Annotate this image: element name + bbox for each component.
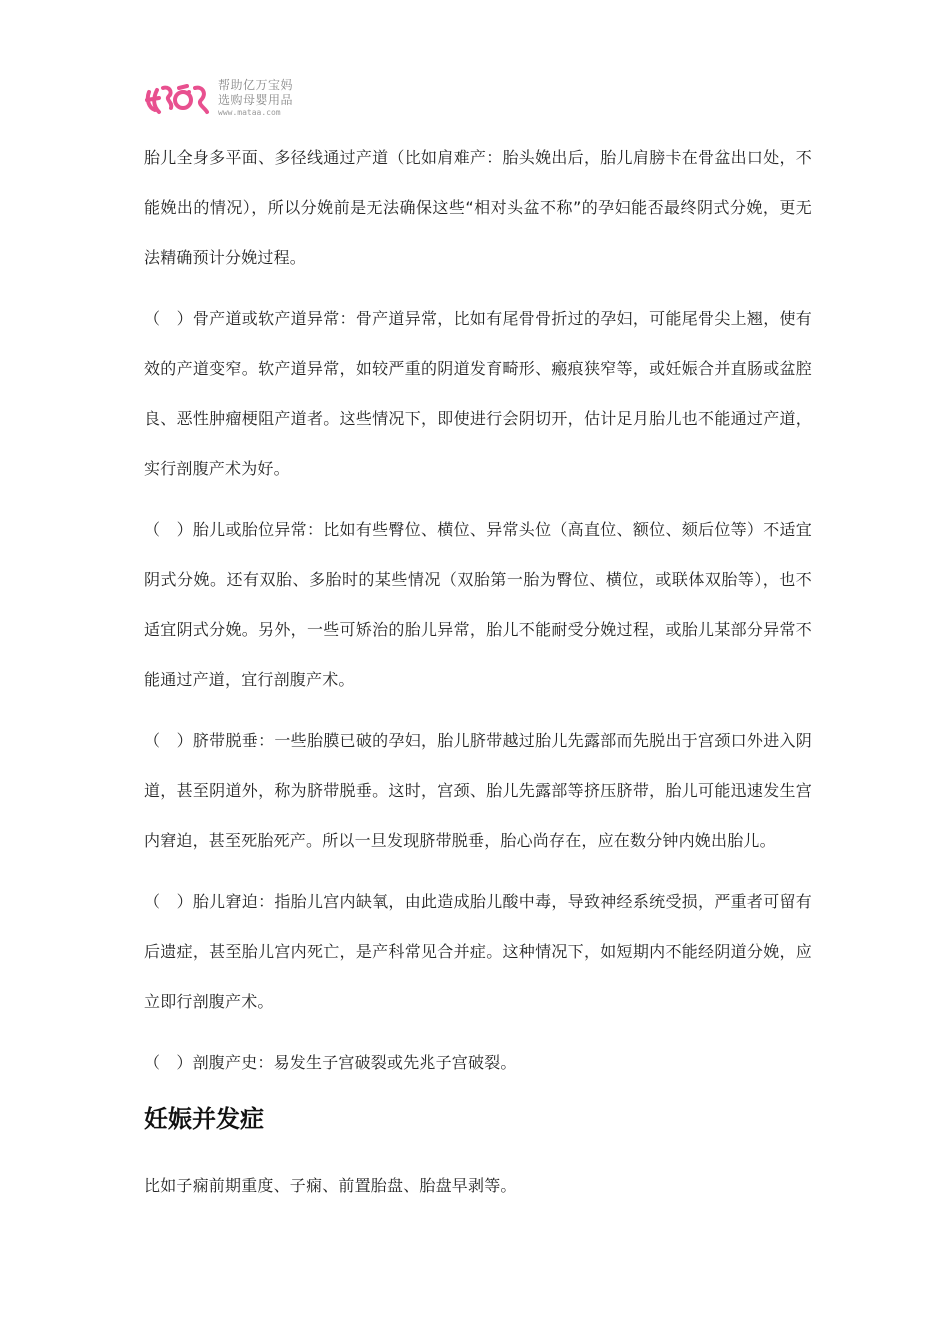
paragraph: （ ）剖腹产史：易发生子宫破裂或先兆子宫破裂。 <box>144 1053 517 1072</box>
paragraph: （ ）脐带脱垂：一些胎膜已破的孕妇，胎儿脐带越过胎儿先露部而先脱出于宫颈口外进入阴道，甚至阴道外，称为脐带脱垂。这时，宫颈、胎儿先露部等挤压脐带，胎儿可能迅速发生宫内窘迫，甚至死胎死产。所以一旦发现脐带脱垂，胎心尚存在，应在数分钟内娩出胎儿。 <box>144 731 812 850</box>
paragraph: （ ）骨产道或软产道异常：骨产道异常，比如有尾骨骨折过的孕妇，可能尾骨尖上翘，使有效的产道变窄。软产道异常，如较严重的阴道发育畸形、瘢痕狭窄等，或妊娠合并直肠或盆腔良、恶性肿瘤梗阻产道者。这些情况下，即使进行会阴切开，估计足月胎儿也不能通过产道，实行剖腹产术为好。 <box>144 309 812 478</box>
document-body <box>144 133 812 1222</box>
paragraph: （ ）胎儿窘迫：指胎儿宫内缺氧，由此造成胎儿酸中毒，导致神经系统受损，严重者可留有后遗症，甚至胎儿宫内死亡，是产科常见合并症。这种情况下，如短期内不能经阴道分娩，应立即行剖腹产术。 <box>144 892 812 1011</box>
logo-slogan <box>218 78 318 118</box>
closing-paragraph: 比如子痫前期重度、子痫、前置胎盘、胎盘早剥等。 <box>144 1176 517 1195</box>
mama-logo-icon <box>143 78 213 118</box>
paragraph: （ ）胎儿或胎位异常：比如有些臀位、横位、异常头位（高直位、额位、颏后位等）不适宜阴式分娩。还有双胎、多胎时的某些情况（双胎第一胎为臀位、横位，或联体双胎等），也不适宜阴式分娩。另外，一些可矫治的胎儿异常，胎儿不能耐受分娩过程，或胎儿某部分异常不能通过产道，宜行剖腹产术。 <box>144 520 812 689</box>
logo-slogan-line-1: 帮助亿万宝妈 <box>218 78 294 92</box>
logo-url: www.mataa.com <box>218 108 281 117</box>
section-heading: 妊娠并发症 <box>144 1105 264 1133</box>
paragraph: 胎儿全身多平面、多径线通过产道（比如肩难产：胎头娩出后，胎儿肩膀卡在骨盆出口处，不能娩出的情况），所以分娩前是无法确保这些“相对头盆不称”的孕妇能否最终阴式分娩，更无法精确预计分娩过程。 <box>144 148 812 267</box>
brand-logo <box>143 74 313 124</box>
logo-slogan-line-2: 选购母婴用品 <box>218 93 294 107</box>
